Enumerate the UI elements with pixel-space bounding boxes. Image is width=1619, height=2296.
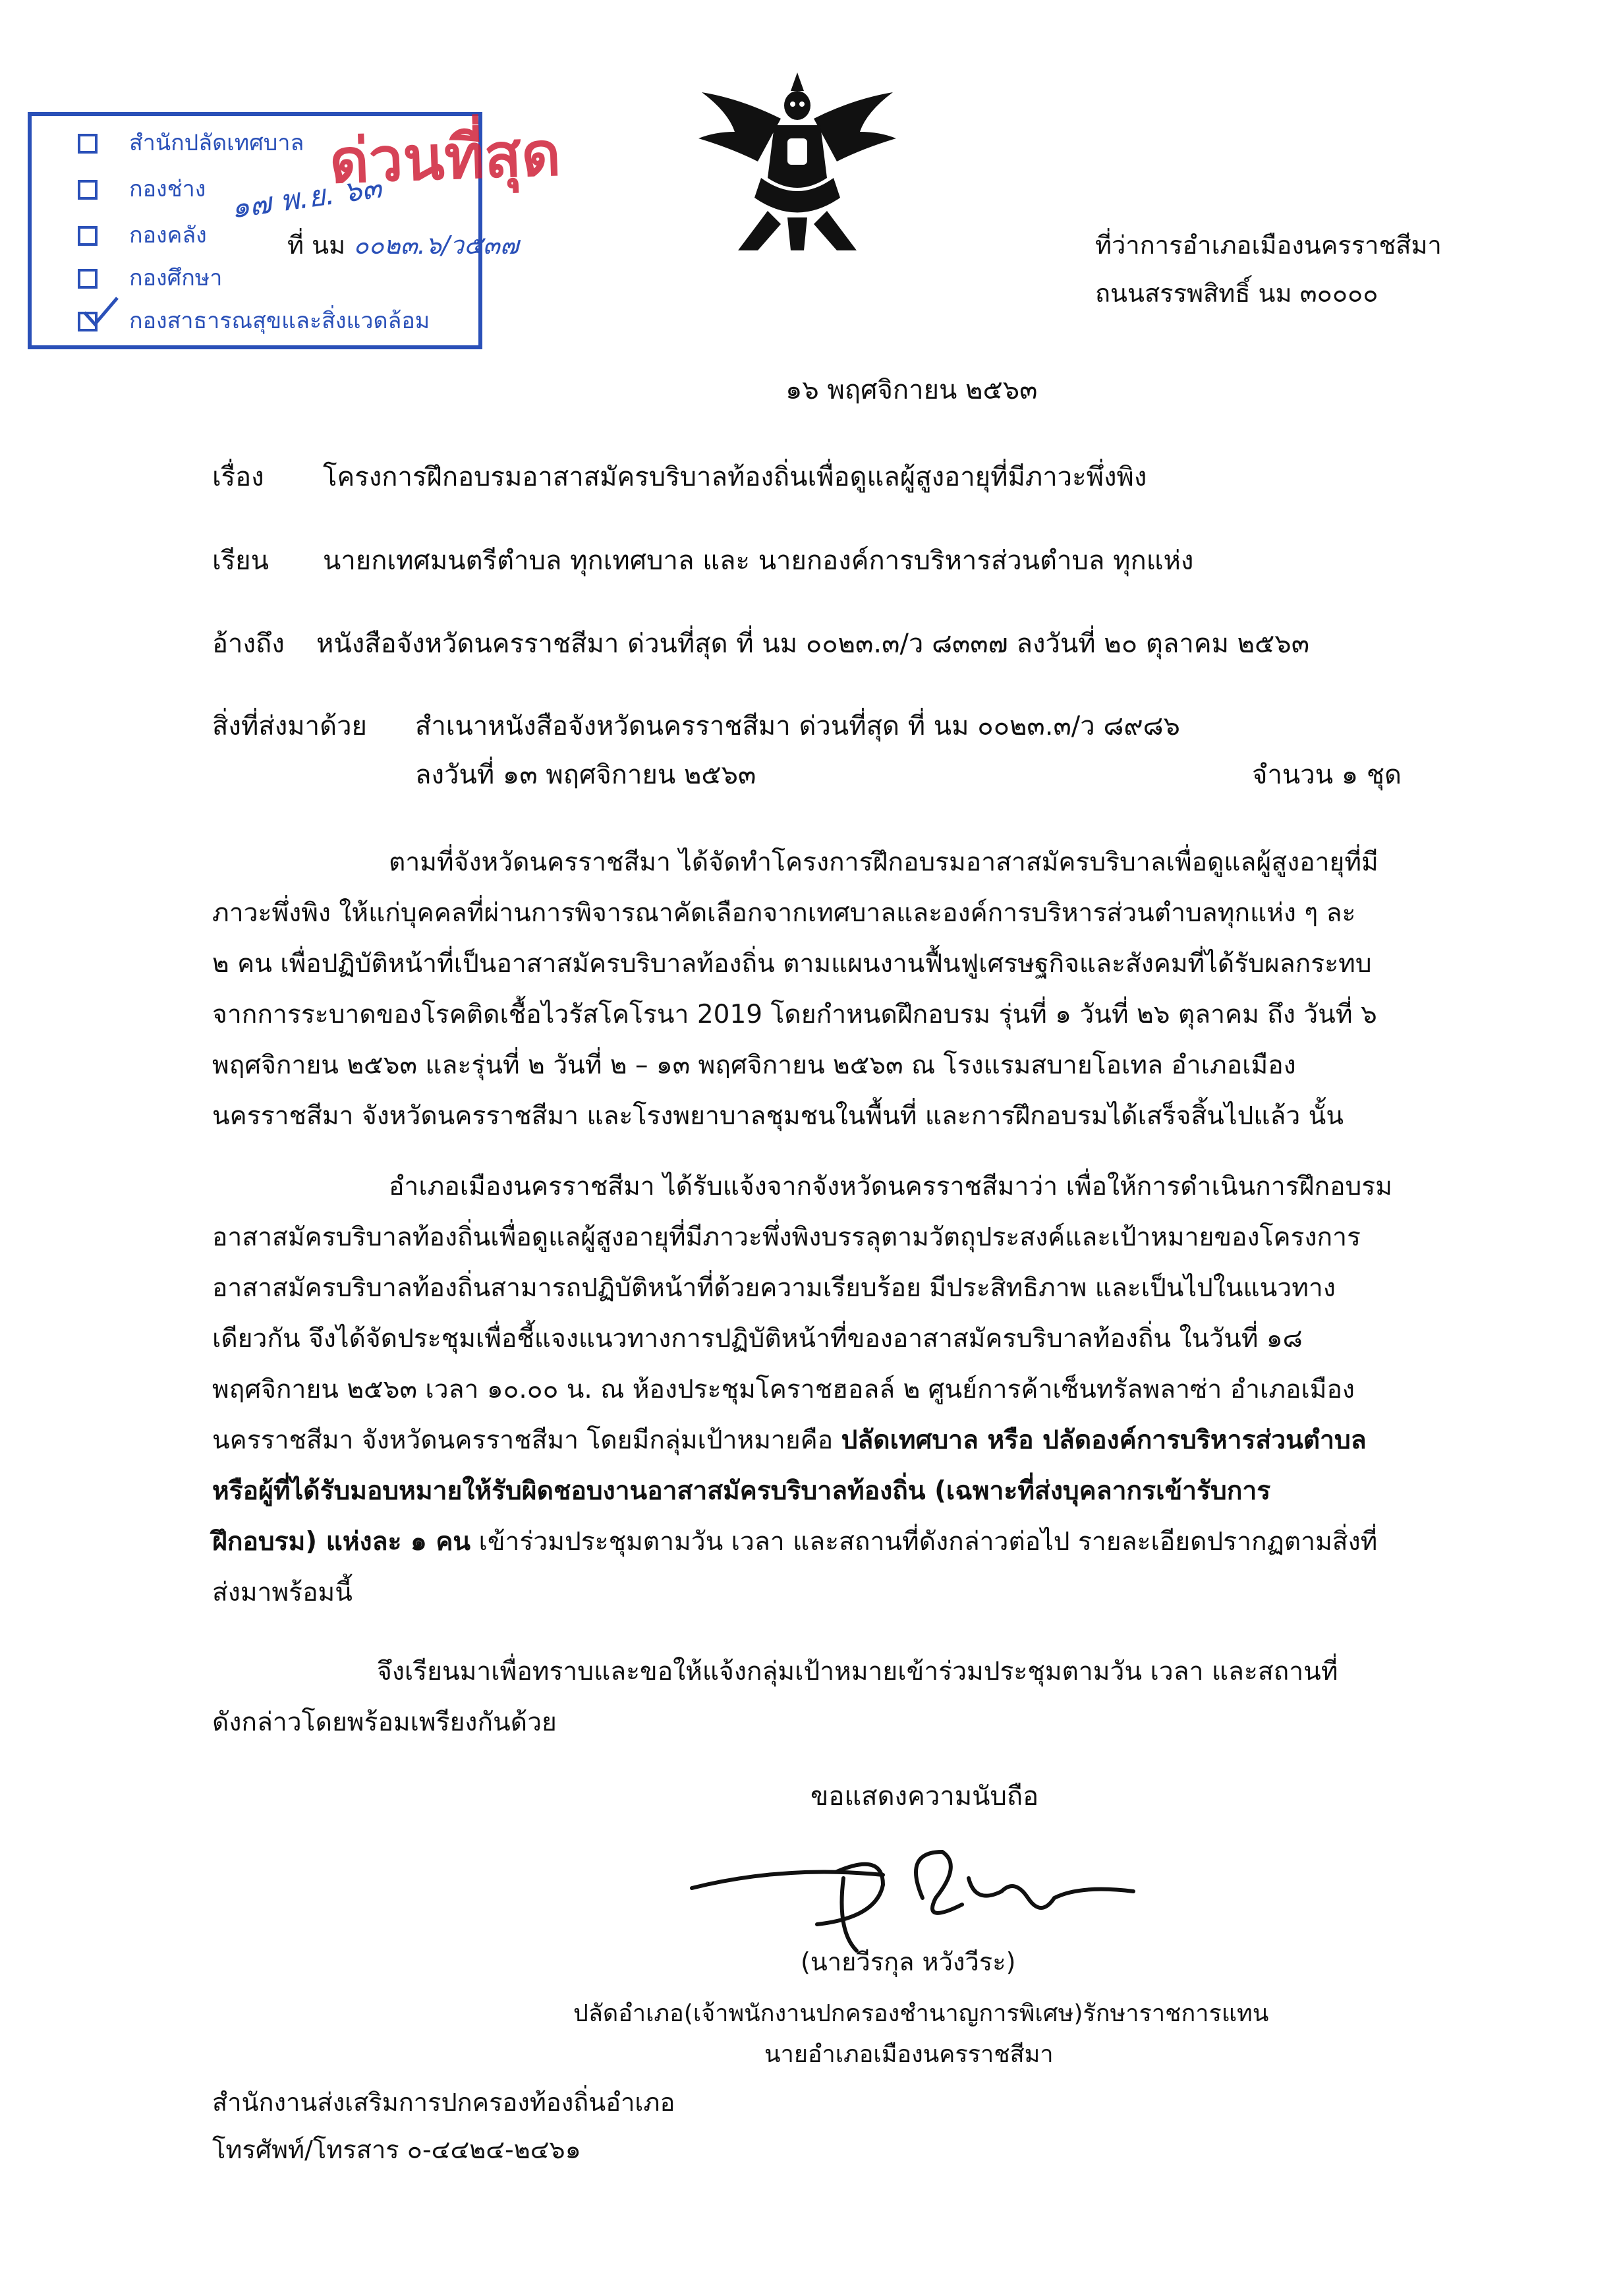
- footer-phone: โทรศัพท์/โทรสาร ๐-๔๔๒๔-๒๔๖๑: [212, 2135, 581, 2164]
- garuda-emblem-icon: [689, 66, 906, 264]
- closing-phrase: ขอแสดงความนับถือ: [810, 1781, 1039, 1812]
- paragraph-line: พฤศจิกายน ๒๕๖๓ และรุ่นที่ ๒ วันที่ ๒ – ๑๓ พฤศจิกายน ๒๕๖๓ ณ โรงแรมสบายโอเทล อำเภอเมือง: [212, 1050, 1296, 1080]
- paragraph-line: นครราชสีมา จังหวัดนครราชสีมา โดยมีกลุ่มเป้าหมายคือ ปลัดเทศบาล หรือ ปลัดองค์การบริหารส่วนตำบล: [212, 1425, 1367, 1455]
- paragraph-line: ดังกล่าวโดยพร้อมเพรียงกันด้วย: [212, 1708, 557, 1737]
- paragraph-line: ตามที่จังหวัดนครราชสีมา ได้จัดทำโครงการฝึกอบรมอาสาสมัครบริบาลเพื่อดูแลผู้สูงอายุที่มี: [389, 847, 1378, 877]
- subject-label: เรื่อง: [212, 462, 264, 492]
- enclosure-line2: ลงวันที่ ๑๓ พฤศจิกายน ๒๕๖๓: [415, 760, 756, 790]
- paragraph-line: ๒ คน เพื่อปฏิบัติหน้าที่เป็นอาสาสมัครบริบาลท้องถิ่น ตามแผนงานฟื้นฟูเศรษฐกิจและสังคมที่ได้รับผลกระทบ: [212, 949, 1372, 979]
- issuer-address-line1: ที่ว่าการอำเภอเมืองนครราชสีมา: [1095, 231, 1442, 260]
- paragraph-line: อาสาสมัครบริบาลท้องถิ่นเพื่อดูแลผู้สูงอายุที่มีภาวะพึ่งพิงบรรลุตามวัตถุประสงค์และเป้าหมายของโครงการ: [212, 1222, 1361, 1252]
- paragraph-line: เดียวกัน จึงได้จัดประชุมเพื่อชี้แจงแนวทางการปฏิบัติหน้าที่ของอาสาสมัครบริบาลท้องถิ่น ในวันที่ ๑๘: [212, 1324, 1303, 1354]
- urgency-stamp: ด่วนที่สุด: [328, 118, 562, 198]
- stamp-item: กองศึกษา: [78, 264, 222, 292]
- signature-image: [685, 1825, 1147, 1957]
- stamp-item: สำนักปลัดเทศบาล: [78, 129, 304, 157]
- paragraph-line: พฤศจิกายน ๒๕๖๓ เวลา ๑๐.๐๐ น. ณ ห้องประชุมโคราชฮอลล์ ๒ ศูนย์การค้าเซ็นทรัลพลาซ่า อำเภอเมือง: [212, 1375, 1355, 1404]
- body-paragraph-1: [212, 837, 1472, 1141]
- stamp-item: กองคลัง: [78, 221, 207, 249]
- enclosure-line1: สำเนาหนังสือจังหวัดนครราชสีมา ด่วนที่สุด ที่ นม ๐๐๒๓.๓/ว ๘๙๘๖: [415, 711, 1180, 741]
- signatory-title-2: นายอำเภอเมืองนครราชสีมา: [764, 2041, 1054, 2068]
- stamp-item: กองช่าง: [78, 175, 206, 203]
- body-paragraph-3: [212, 1646, 1472, 1748]
- paragraph-line: หรือผู้ที่ได้รับมอบหมายให้รับผิดชอบงานอาสาสมัครบริบาลท้องถิ่น (เฉพาะที่ส่งบุคลากรเข้ารับการ: [212, 1476, 1271, 1506]
- checkbox-icon: [78, 134, 98, 154]
- checkbox-icon: [78, 226, 98, 246]
- paragraph-line: นครราชสีมา จังหวัดนครราชสีมา และโรงพยาบาลชุมชนในพื้นที่ และการฝึกอบรมได้เสร็จสิ้นไปแล้ว นั้น: [212, 1101, 1344, 1131]
- check-icon: [80, 295, 120, 328]
- enclosure-label: สิ่งที่ส่งมาด้วย: [212, 711, 367, 741]
- enclosure-count: จำนวน ๑ ชุด: [1252, 760, 1402, 790]
- body-paragraph-2: [212, 1161, 1472, 1618]
- document-number: ที่ นม ๐๐๒๓.๖/ว๕๓๗: [287, 231, 519, 260]
- reference-text: หนังสือจังหวัดนครราชสีมา ด่วนที่สุด ที่ นม ๐๐๒๓.๓/ว ๘๓๓๗ ลงวันที่ ๒๐ ตุลาคม ๒๕๖๓: [316, 629, 1310, 659]
- letter-date: ๑๖ พฤศจิกายน ๒๕๖๓: [785, 375, 1038, 405]
- paragraph-line: ฝึกอบรม) แห่งละ ๑ คน เข้าร่วมประชุมตามวัน เวลา และสถานที่ดังกล่าวต่อไป รายละเอียดปรากฏตามสิ่งที่: [212, 1527, 1378, 1557]
- checkbox-icon: [78, 180, 98, 200]
- recipient-label: เรียน: [212, 546, 269, 576]
- subject-text: โครงการฝึกอบรมอาสาสมัครบริบาลท้องถิ่นเพื่อดูแลผู้สูงอายุที่มีภาวะพึ่งพิง: [323, 462, 1147, 492]
- handwritten-date: ๑๗ พ.ย. ๖๓: [229, 171, 384, 225]
- signatory-title: ปลัดอำเภอ(เจ้าพนักงานปกครองชำนาญการพิเศษ)รักษาราชการแทน: [573, 2000, 1269, 2027]
- paragraph-line: จึงเรียนมาเพื่อทราบและขอให้แจ้งกลุ่มเป้าหมายเข้าร่วมประชุมตามวัน เวลา และสถานที่: [377, 1657, 1338, 1686]
- signatory-name: (นายวีรกุล หวังวีระ): [801, 1947, 1016, 1976]
- paragraph-line: จากการระบาดของโรคติดเชื้อไวรัสโคโรนา 2019 โดยกำหนดฝึกอบรม รุ่นที่ ๑ วันที่ ๒๖ ตุลาคม ถึง วันที่ ๖: [212, 1000, 1377, 1029]
- checkbox-icon: [78, 269, 98, 289]
- footer-office: สำนักงานส่งเสริมการปกครองท้องถิ่นอำเภอ: [212, 2088, 675, 2117]
- paragraph-line: อาสาสมัครบริบาลท้องถิ่นสามารถปฏิบัติหน้าที่ด้วยความเรียบร้อย มีประสิทธิภาพ และเป็นไปในแนวทาง: [212, 1273, 1336, 1303]
- recipient-text: นายกเทศมนตรีตำบล ทุกเทศบาล และ นายกองค์การบริหารส่วนตำบล ทุกแห่ง: [323, 546, 1194, 576]
- issuer-address-line2: ถนนสรรพสิทธิ์ นม ๓๐๐๐๐: [1095, 279, 1378, 308]
- paragraph-line: ภาวะพึ่งพิง ให้แก่บุคคลที่ผ่านการพิจารณาคัดเลือกจากเทศบาลและองค์การบริหารส่วนตำบลทุกแห่ง ๆ ละ: [212, 898, 1356, 928]
- stamp-item: กองสาธารณสุขและสิ่งแวดล้อม: [78, 307, 430, 335]
- paragraph-line: อำเภอเมืองนครราชสีมา ได้รับแจ้งจากจังหวัดนครราชสีมาว่า เพื่อให้การดำเนินการฝึกอบรม: [389, 1172, 1392, 1201]
- reference-label: อ้างถึง: [212, 629, 285, 659]
- paragraph-line: ส่งมาพร้อมนี้: [212, 1578, 353, 1607]
